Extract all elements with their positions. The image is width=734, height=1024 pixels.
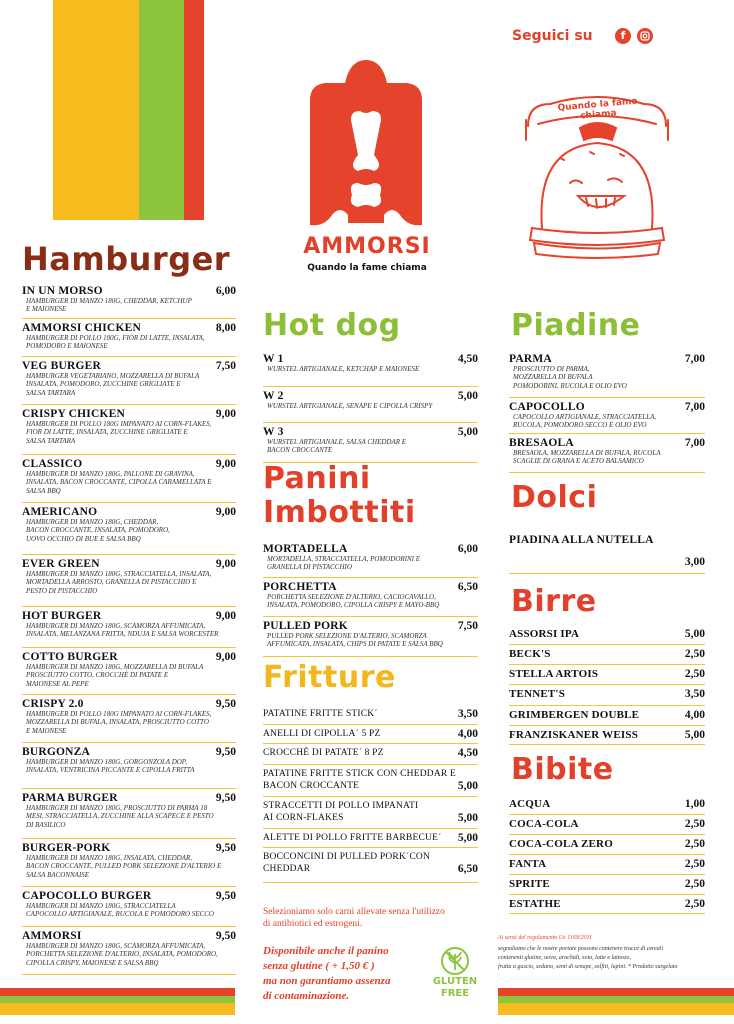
hotdog-item-desc-line: WURSTEL ARTIGIANALE, SALSA CHEDDAR E bbox=[267, 438, 407, 446]
piadine-item-price: 7,00 bbox=[684, 401, 705, 413]
beer-item-name: BECK'S bbox=[509, 648, 551, 660]
hamburger-item bbox=[22, 360, 236, 405]
hamburger-item-price: 9,50 bbox=[215, 746, 236, 758]
bottom-stripe-green-right bbox=[498, 996, 734, 1003]
panini-item-name: PULLED PORK bbox=[263, 620, 348, 632]
piadine-item-desc-line: CAPOCOLLO ARTIGIANALE, STRACCIATELLA, bbox=[513, 413, 657, 421]
panini-title-line1: Panini bbox=[263, 461, 371, 496]
hamburger-item-name: HOT BURGER bbox=[22, 610, 102, 622]
beer-item bbox=[509, 688, 705, 706]
drink-item-price: 2,50 bbox=[684, 838, 705, 850]
hamburger-item-desc-line: SALSA TARTARA bbox=[26, 388, 76, 397]
hotdog-item-name: W 1 bbox=[263, 353, 284, 365]
hamburger-item-desc-line: HAMBURGER DI MANZO 180G, STRACCIATELLA, INSALATA, bbox=[26, 570, 212, 578]
hamburger-item-name: VEG BURGER bbox=[22, 360, 101, 372]
hotdog-item-desc bbox=[263, 438, 478, 455]
beer-item bbox=[509, 648, 705, 665]
hamburger-item-desc-line: HAMBURGER DI MANZO 180G, CHEDDAR, KETCHUP bbox=[26, 297, 192, 305]
beer-item-price: 2,50 bbox=[684, 648, 705, 660]
hamburger-item-desc-line: DI BASILICO bbox=[26, 820, 66, 829]
fritture-item-name: BOCCONCINI DI PULLED PORK´CON bbox=[263, 852, 431, 862]
panini-item-desc bbox=[263, 555, 478, 572]
hamburger-item-desc-line: HAMBURGER DI MANZO 180G, CHEDDAR, bbox=[26, 518, 159, 526]
hotdog-item bbox=[263, 390, 478, 423]
drink-item-name: ACQUA bbox=[509, 798, 551, 810]
beer-item-price: 5,00 bbox=[684, 628, 705, 640]
gluten-badge-text: GLUTEN bbox=[432, 976, 478, 987]
hotdog-item-desc bbox=[263, 402, 478, 410]
hamburger-item-price: 9,00 bbox=[215, 558, 236, 570]
hotdog-item-name: W 3 bbox=[263, 426, 284, 438]
drink-item bbox=[509, 858, 705, 875]
beer-item-name: STELLA ARTOIS bbox=[509, 668, 599, 680]
burger-mascot-icon bbox=[520, 88, 674, 263]
hamburger-item-desc bbox=[22, 942, 236, 967]
panini-item-desc-line: AFFUMICATA, INSALATA, CHIPS DI PATATE E SALSA BBQ bbox=[267, 640, 443, 649]
fritture-item bbox=[263, 800, 478, 829]
hamburger-item-price: 9,50 bbox=[215, 890, 236, 902]
piadine-item-desc bbox=[509, 413, 705, 430]
panini-item bbox=[263, 620, 478, 657]
piadine-item-desc-line: PROSCIUTTO DI PARMA, bbox=[513, 365, 590, 373]
hamburger-item-desc bbox=[22, 334, 236, 351]
hamburger-item bbox=[22, 506, 236, 555]
hamburger-item-desc-line: INSALATA, MELANZANA FRITTA, NDUJA E SALSA WORCESTER bbox=[26, 630, 219, 639]
fritture-item-price: 5,00 bbox=[457, 812, 478, 824]
hamburger-item-desc bbox=[22, 854, 236, 879]
piadine-item-name: CAPOCOLLO bbox=[509, 401, 585, 413]
hamburger-item-desc-line: HAMBURGER DI POLLO 180G, FIOR DI LATTE, INSALATA, bbox=[26, 334, 205, 342]
hamburger-item bbox=[22, 285, 236, 319]
dolci-item-price: 3,00 bbox=[684, 556, 705, 568]
hamburger-item-name: BURGONZA bbox=[22, 746, 91, 758]
hotdog-item-desc-line: WURSTEL ARTIGIANALE, SENAPE E CIPOLLA CRISPY bbox=[267, 402, 433, 410]
piadine-item bbox=[509, 401, 705, 434]
hamburger-item-desc-line: HAMBURGER DI MANZO 180G, MOZZARELLA DI BUFALA bbox=[26, 663, 204, 671]
piadine-item-desc-line: MOZZARELLA DI BUFALA bbox=[513, 373, 593, 382]
hamburger-item-desc-line: MESI, STRACCIATELLA, ZUCCHINE ALLA SCAPECE E PESTO bbox=[26, 812, 214, 821]
panini-item-desc bbox=[263, 632, 478, 649]
hotdog-title: Hot dog bbox=[263, 308, 401, 343]
drink-item-price: 2,50 bbox=[684, 878, 705, 890]
hamburger-item-name: PARMA BURGER bbox=[22, 792, 118, 804]
hamburger-item-desc-line: E MAIONESE bbox=[26, 726, 67, 735]
fritture-item-name: PATATINE FRITTE STICK CON CHEDDAR E bbox=[263, 769, 456, 779]
hamburger-item bbox=[22, 408, 236, 455]
beer-item-price: 2,50 bbox=[684, 668, 705, 680]
ammorsi-logo-icon bbox=[300, 55, 432, 230]
beer-item-name: GRIMBERGEN DOUBLE bbox=[509, 709, 640, 721]
carni-note-line: di antibiotici ed estrogeni. bbox=[263, 919, 363, 929]
hamburger-item-price: 8,00 bbox=[215, 322, 236, 334]
panini-item-price: 6,50 bbox=[457, 581, 478, 593]
hamburger-item-desc-line: HAMBURGER DI MANZO 180G, STRACCIATELLA bbox=[26, 902, 176, 910]
drink-item-name: SPRITE bbox=[509, 878, 550, 890]
hamburger-item bbox=[22, 698, 236, 743]
panini-item bbox=[263, 581, 478, 617]
hamburger-item-desc-line: MORTADELLA ARROSTO, GRANELLA DI PISTACCHIO E bbox=[26, 578, 197, 587]
hamburger-item-price: 9,00 bbox=[215, 651, 236, 663]
panini-item-name: MORTADELLA bbox=[263, 543, 348, 555]
hamburger-item-desc bbox=[22, 470, 236, 495]
hamburger-item-desc-line: SALSA BACONNAISE bbox=[26, 870, 90, 879]
piadine-item bbox=[509, 437, 705, 473]
hamburger-item-price: 7,50 bbox=[215, 360, 236, 372]
hamburger-item-name: AMMORSI bbox=[22, 930, 82, 942]
hamburger-item-price: 9,50 bbox=[215, 698, 236, 710]
beer-item-name: FRANZISKANER WEISS bbox=[509, 729, 639, 741]
panini-title-line2: Imbottiti bbox=[263, 495, 416, 530]
hamburger-item-name: CRISPY CHICKEN bbox=[22, 408, 126, 420]
hamburger-item-desc-line: INSALATA, POMODORO, ZUCCHINE GRIGLIATE E bbox=[26, 380, 181, 389]
hamburger-item-price: 9,50 bbox=[215, 930, 236, 942]
drink-item bbox=[509, 818, 705, 835]
fritture-item-name: AI CORN-FLAKES bbox=[263, 813, 344, 823]
hamburger-item bbox=[22, 651, 236, 695]
fritture-item-name: CHEDDAR bbox=[263, 864, 311, 874]
hamburger-item-price: 9,50 bbox=[215, 842, 236, 854]
beer-item bbox=[509, 709, 705, 726]
hamburger-item-desc-line: HAMBURGER DI MANZO 180G, INSALATA, CHEDDAR, bbox=[26, 854, 193, 862]
drink-item bbox=[509, 878, 705, 895]
legal-note bbox=[498, 934, 730, 972]
piadine-item-desc-line: POMODORINI, RUCOLA E OLIO EVO bbox=[513, 381, 627, 390]
hamburger-item bbox=[22, 930, 236, 975]
fritture-item bbox=[263, 768, 478, 797]
hamburger-item-desc-line: HAMBURGER DI POLLO 180G IMPANATO AI CORN-FLAKES, bbox=[26, 710, 212, 718]
drink-item bbox=[509, 898, 705, 914]
bottom-stripe-yellow-right bbox=[498, 1003, 734, 1015]
hamburger-item bbox=[22, 558, 236, 607]
fritture-item-price: 3,50 bbox=[457, 708, 478, 720]
stripe-red bbox=[184, 0, 204, 220]
hamburger-item-name: AMMORSI CHICKEN bbox=[22, 322, 141, 334]
brand-name: AMMORSI bbox=[303, 234, 431, 259]
fritture-item bbox=[263, 728, 478, 744]
beer-item bbox=[509, 628, 705, 645]
hamburger-item bbox=[22, 746, 236, 789]
piadine-item-desc-line: RUCOLA, POMODORO SECCO E OLIO EVO bbox=[513, 421, 647, 430]
hamburger-item-price: 6,00 bbox=[215, 285, 236, 297]
hamburger-item-price: 9,00 bbox=[215, 610, 236, 622]
hamburger-item-desc-line: MOZZARELLA DI BUFALA, INSALATA, PROSCIUTTO COTTO bbox=[26, 718, 209, 727]
hotdog-item-desc-line: WURSTEL ARTIGIANALE, KETCHAP E MAIONESE bbox=[267, 365, 420, 373]
hamburger-item-desc-line: E MAIONESE bbox=[26, 305, 67, 314]
hamburger-item-name: CRISPY 2.0 bbox=[22, 698, 84, 710]
drink-item-price: 2,50 bbox=[684, 858, 705, 870]
instagram-icon[interactable] bbox=[637, 28, 653, 44]
panini-item-desc-line: INSALATA, POMODORO, CIPOLLA CRISPY E MAYO-BBQ bbox=[267, 601, 440, 610]
hamburger-item-desc-line: CAPOCOLLO ARTIGIANALE, RUCOLA E POMODORO SECCO bbox=[26, 910, 214, 919]
gluten-badge-text: FREE bbox=[440, 988, 470, 999]
hotdog-item-price: 4,50 bbox=[457, 353, 478, 365]
hamburger-item-desc-line: SALSA BBQ bbox=[26, 486, 61, 495]
hamburger-item-desc-line: CIPOLLA CRISPY, MAIONESE E SALSA BBQ bbox=[26, 958, 159, 967]
stripe-yellow bbox=[53, 0, 139, 220]
hamburger-item-desc-line: HAMBURGER DI MANZO 180G, PROSCIUTTO DI PARMA 18 bbox=[26, 804, 208, 812]
fritture-item-name: ANELLI DI CIPOLLA´ 5 PZ bbox=[263, 729, 381, 739]
drink-item-name: FANTA bbox=[509, 858, 547, 870]
fritture-item-name: BACON CROCCANTE bbox=[263, 781, 360, 791]
beer-item-price: 4,00 bbox=[684, 709, 705, 721]
hamburger-item-price: 9,00 bbox=[215, 408, 236, 420]
piadine-item-desc bbox=[509, 449, 705, 466]
panini-item-price: 7,50 bbox=[457, 620, 478, 632]
drink-item-name: COCA-COLA bbox=[509, 818, 579, 830]
hamburger-item-desc-line: HAMBURGER DI MANZO 180G, SCAMORZA AFFUMICATA, bbox=[26, 942, 206, 950]
hamburger-item-desc-line: INSALATA, BACON CROCCANTE, CIPOLLA CARAMELLATA E bbox=[26, 478, 212, 487]
hamburger-item-desc-line: BACON CROCCANTE, PULLED PORK SELEZIONE D'ALTERIO E bbox=[26, 862, 222, 871]
piadine-item bbox=[509, 353, 705, 398]
hotdog-item bbox=[263, 353, 478, 387]
brand-tagline: Quando la fame chiama bbox=[307, 263, 427, 273]
dolci-title: Dolci bbox=[511, 480, 598, 515]
hamburger-item bbox=[22, 842, 236, 887]
fritture-item-price: 6,50 bbox=[457, 863, 478, 875]
hamburger-item-name: IN UN MORSO bbox=[22, 285, 103, 297]
bibite-title: Bibite bbox=[511, 752, 614, 787]
hamburger-item-desc-line: FIOR DI LATTE, INSALATA, ZUCCHINE GRIGLIATE E bbox=[26, 428, 188, 437]
hamburger-item-desc-line: HAMBURGER DI MANZO 180G, SCAMORZA AFFUMICATA, bbox=[26, 622, 206, 630]
hamburger-item-desc bbox=[22, 372, 236, 397]
beer-item-price: 5,00 bbox=[684, 729, 705, 741]
hamburger-item-name: CAPOCOLLO BURGER bbox=[22, 890, 152, 902]
legal-line: frutta a guscio, sedano, semi di senape, solfiti, lupini. * Prodotto surgelato bbox=[498, 964, 678, 970]
panini-item-name: PORCHETTA bbox=[263, 581, 337, 593]
beer-item bbox=[509, 668, 705, 685]
panini-item bbox=[263, 543, 478, 578]
hamburger-item-desc bbox=[22, 297, 236, 314]
fritture-item-price: 5,00 bbox=[457, 832, 478, 844]
panini-item-desc bbox=[263, 593, 478, 610]
fritture-item-price: 5,00 bbox=[457, 780, 478, 792]
panini-item-desc-line: PULLED PORK SELEZIONE D'ALTERIO, SCAMORZA bbox=[267, 632, 427, 640]
piadine-item-price: 7,00 bbox=[684, 353, 705, 365]
hotdog-item bbox=[263, 426, 478, 463]
birre-title: Birre bbox=[511, 584, 597, 619]
hamburger-item-price: 9,00 bbox=[215, 458, 236, 470]
hamburger-item-desc bbox=[22, 518, 236, 543]
hamburger-item-desc-line: PESTO DI PISTACCHIO bbox=[26, 586, 98, 595]
hamburger-item-price: 9,00 bbox=[215, 506, 236, 518]
hamburger-item-desc-line: HAMBURGER DI POLLO 180G IMPANATO AI CORN-FLAKES, bbox=[26, 420, 212, 428]
hamburger-item-name: COTTO BURGER bbox=[22, 651, 118, 663]
hamburger-item bbox=[22, 792, 236, 839]
fritture-item bbox=[263, 747, 478, 765]
hamburger-item-desc-line: UOVO OCCHIO DI BUE E SALSA BBQ bbox=[26, 534, 141, 543]
hamburger-item-desc-line: HAMBURGER DI MANZO 180G, PALLONE DI GRAVINA, bbox=[26, 470, 195, 478]
fritture-item-price: 4,50 bbox=[457, 747, 478, 759]
hamburger-item-desc bbox=[22, 663, 236, 688]
bottom-stripe-red bbox=[0, 988, 235, 996]
beer-item-price: 3,50 bbox=[684, 688, 705, 700]
hamburger-item-name: CLASSICO bbox=[22, 458, 83, 470]
fritture-item bbox=[263, 708, 478, 725]
piadine-item-desc bbox=[509, 365, 705, 390]
hotdog-item-desc-line: BACON CROCCANTE bbox=[267, 446, 333, 455]
hamburger-item-desc bbox=[22, 758, 236, 775]
legal-title: Ai sensi del regolamento Ue 1169/2011 bbox=[498, 935, 593, 941]
gluten-note-line: di contaminazione. bbox=[263, 990, 350, 1002]
hamburger-item-desc bbox=[22, 710, 236, 735]
hamburger-item-desc bbox=[22, 804, 236, 829]
beer-item bbox=[509, 729, 705, 745]
facebook-icon[interactable]: f bbox=[615, 28, 631, 44]
piadine-item-name: BRESAOLA bbox=[509, 437, 574, 449]
drink-item-price: 2,50 bbox=[684, 818, 705, 830]
gluten-note-line: Disponibile anche il panino bbox=[263, 945, 389, 957]
carni-note-line: Selezioniamo solo carni allevate senza l'utilizzo bbox=[263, 907, 445, 917]
hotdog-item-price: 5,00 bbox=[457, 426, 478, 438]
hotdog-item-price: 5,00 bbox=[457, 390, 478, 402]
panini-item-desc-line: GRANELLA DI PISTACCHIO bbox=[267, 563, 352, 572]
hamburger-item-desc-line: PORCHETTA SELEZIONE D'ALTERIO, INSALATA, POMODORO, bbox=[26, 950, 218, 959]
hamburger-item-desc bbox=[22, 622, 236, 639]
legal-line: contenenti glutine, uova, arachidi, soia, latte e lattosio, bbox=[498, 955, 631, 961]
hamburger-item-desc-line: MAIONESE AL PEPE bbox=[26, 679, 89, 688]
hotdog-item-name: W 2 bbox=[263, 390, 284, 402]
hamburger-item-price: 9,50 bbox=[215, 792, 236, 804]
hotdog-item-desc bbox=[263, 365, 478, 373]
bottom-stripe-yellow bbox=[0, 1003, 235, 1015]
hamburger-item-desc-line: SALSA TARTARA bbox=[26, 436, 76, 445]
piadine-item-price: 7,00 bbox=[684, 437, 705, 449]
panini-item-desc-line: MORTADELLA, STRACCIATELLA, POMODORINI E bbox=[267, 555, 421, 563]
gluten-free-icon bbox=[432, 946, 478, 1006]
fritture-item-name: CROCCHÈ DI PATATE´ 8 PZ bbox=[263, 748, 384, 758]
gluten-note-line: ma non garantiamo assenza bbox=[263, 975, 391, 987]
panini-item-desc-line: PORCHETTA SELEZIONE D'ALTERIO, CACIOCAVALLO, bbox=[267, 593, 436, 601]
bottom-stripe-red-right bbox=[498, 988, 734, 996]
fritture-item bbox=[263, 851, 478, 883]
mascot-banner-text: Quando la fame chiama bbox=[557, 96, 638, 122]
hamburger-item-desc bbox=[22, 902, 236, 919]
carni-note bbox=[263, 906, 445, 930]
drink-item-price: 2,50 bbox=[684, 898, 705, 910]
fritture-item-name: STRACCETTI DI POLLO IMPANATI bbox=[263, 801, 419, 811]
gluten-note bbox=[263, 944, 390, 1004]
hamburger-item bbox=[22, 322, 236, 357]
panini-item-price: 6,00 bbox=[457, 543, 478, 555]
hamburger-item-desc-line: BACON CROCCANTE, INSALATA, POMODORO, bbox=[26, 526, 170, 535]
hamburger-item-desc bbox=[22, 420, 236, 445]
drink-item-name: COCA-COLA ZERO bbox=[509, 838, 613, 850]
piadine-item-name: PARMA bbox=[509, 353, 552, 365]
dolci-item-name: PIADINA ALLA NUTELLA bbox=[509, 534, 654, 546]
social-label: Seguici su bbox=[512, 28, 593, 44]
hamburger-item bbox=[22, 458, 236, 503]
piadine-item-desc-line: SCAGLIE DI GRANA E ACETO BALSAMICO bbox=[513, 457, 644, 466]
fritture-item-name: PATATINE FRITTE STICK´ bbox=[263, 709, 378, 719]
hamburger-item-name: EVER GREEN bbox=[22, 558, 100, 570]
piadine-item-desc-line: BRESAOLA, MOZZARELLA DI BUFALA, RUCOLA bbox=[513, 449, 661, 457]
hamburger-item-desc-line: PROSCIUTTO COTTO, CROCCHÈ DI PATATE E bbox=[26, 671, 169, 680]
drink-item bbox=[509, 798, 705, 815]
drink-item-name: ESTATHE bbox=[509, 898, 561, 910]
legal-line: segnaliamo che le nostre portate possono contenere tracce di cereali bbox=[498, 946, 664, 952]
hamburger-item-name: BURGER-PORK bbox=[22, 842, 111, 854]
hamburger-item-desc-line: INSALATA, VENTRICINA PICCANTE E CIPOLLA FRITTA bbox=[26, 766, 195, 775]
hamburger-item-desc-line: HAMBURGER VEGETARIANO, MOZZARELLA DI BUFALA bbox=[26, 372, 200, 380]
hamburger-item bbox=[22, 610, 236, 648]
hamburger-title: Hamburger bbox=[22, 240, 231, 278]
drink-item bbox=[509, 838, 705, 855]
hamburger-item bbox=[22, 890, 236, 927]
fritture-title: Fritture bbox=[263, 660, 396, 695]
beer-item-name: ASSORSI IPA bbox=[509, 628, 580, 640]
hamburger-item-desc-line: POMODORO E MAIONESE bbox=[26, 342, 108, 351]
beer-item-name: TENNET'S bbox=[509, 688, 566, 700]
bottom-stripe-green bbox=[0, 996, 235, 1003]
hamburger-item-name: AMERICANO bbox=[22, 506, 98, 518]
drink-item-price: 1,00 bbox=[684, 798, 705, 810]
dolci-item bbox=[509, 534, 705, 574]
fritture-item-price: 4,00 bbox=[457, 728, 478, 740]
hamburger-item-desc-line: HAMBURGER DI MANZO 180G, GORGONZOLA DOP, bbox=[26, 758, 187, 766]
fritture-item-name: ALETTE DI POLLO FRITTE BARBECUE´ bbox=[263, 833, 442, 843]
fritture-item bbox=[263, 832, 478, 848]
piadine-title: Piadine bbox=[511, 308, 641, 343]
gluten-note-line: senza glutine ( + 1,50 € ) bbox=[263, 960, 375, 972]
hamburger-item-desc bbox=[22, 570, 236, 595]
stripe-green bbox=[139, 0, 184, 220]
